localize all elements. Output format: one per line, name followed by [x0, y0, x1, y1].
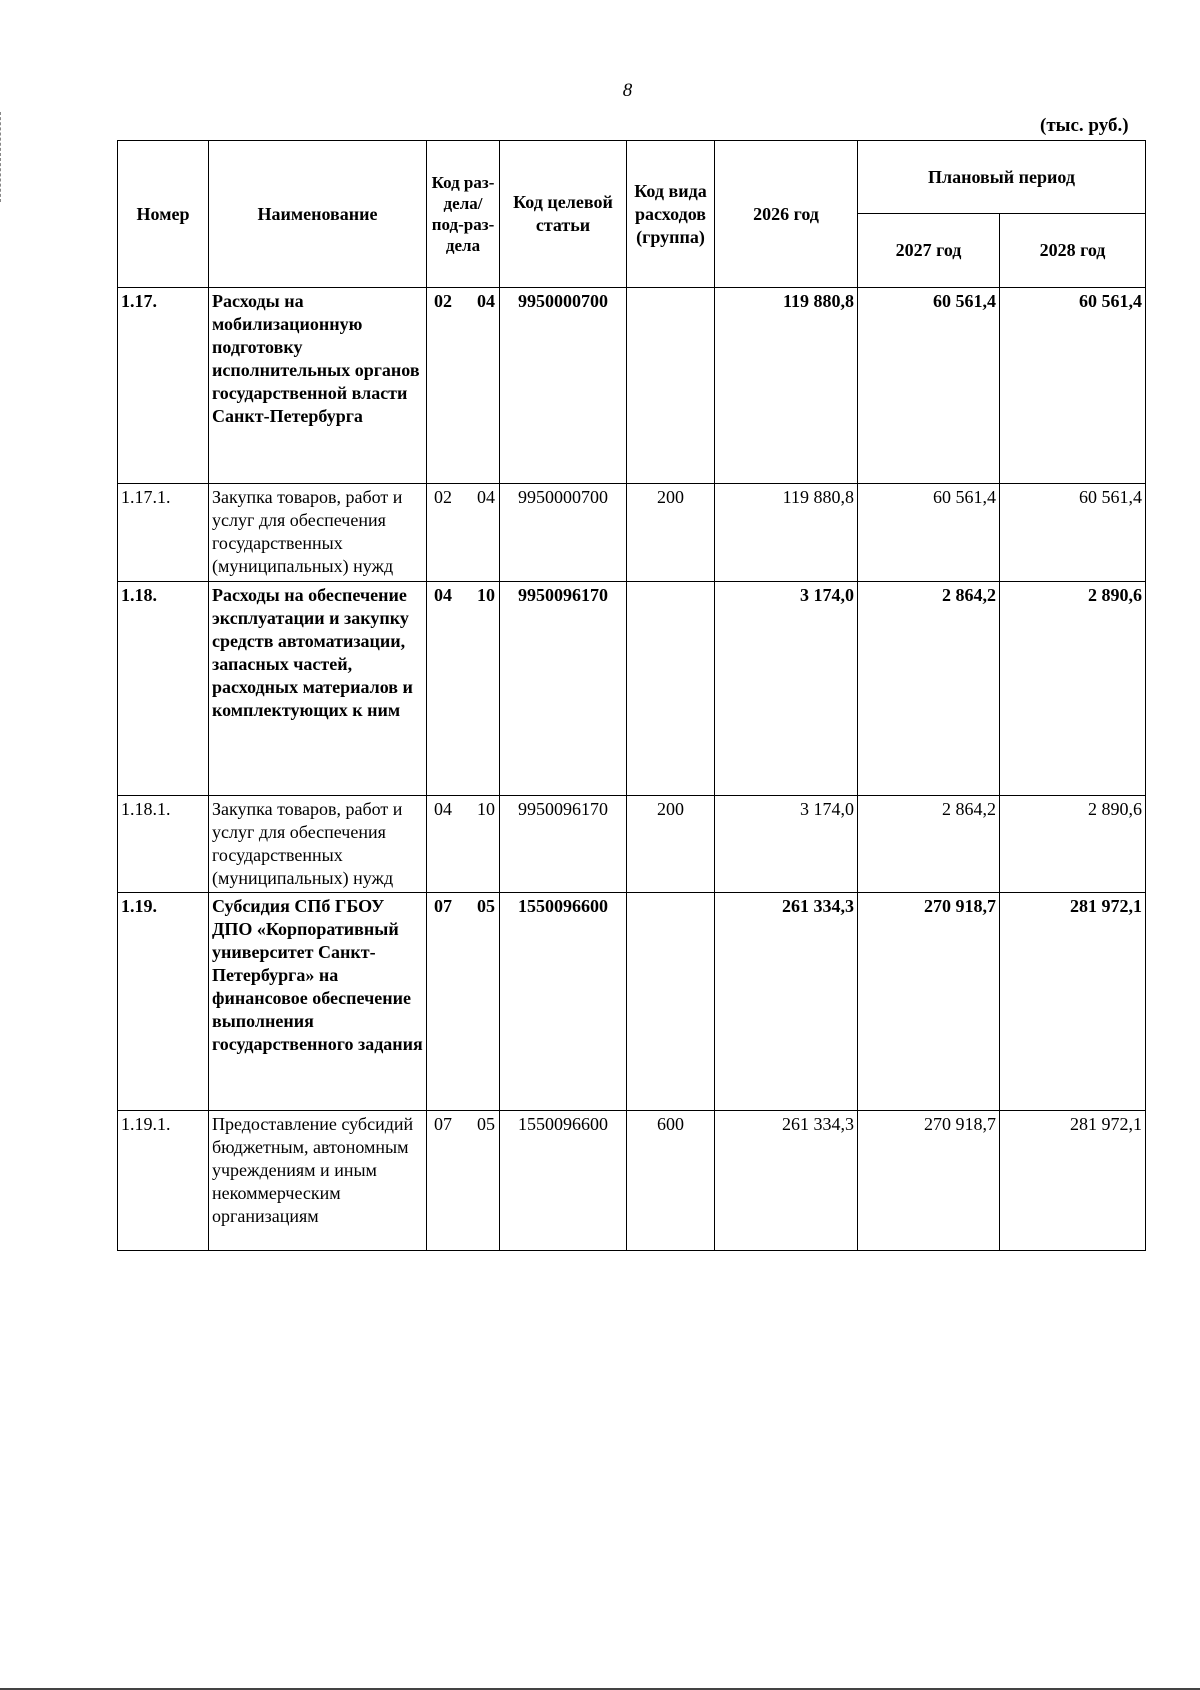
header-year-2027: 2027 год — [858, 214, 1000, 288]
row-section: 04 — [434, 585, 452, 605]
budget-table — [117, 140, 1146, 1251]
row-year-2028: 281 972,1 — [1000, 1111, 1146, 1251]
table-header — [118, 141, 1146, 288]
row-year-2027: 2 864,2 — [858, 796, 1000, 893]
row-target-code: 9950000700 — [500, 288, 627, 484]
row-expense-type — [627, 893, 715, 1111]
row-year-2026: 3 174,0 — [715, 582, 858, 796]
header-year-2028: 2028 год — [1000, 214, 1146, 288]
row-number: 1.19.1. — [118, 1111, 209, 1251]
row-year-2026: 261 334,3 — [715, 1111, 858, 1251]
row-number: 1.17.1. — [118, 484, 209, 582]
row-section-code — [427, 893, 500, 1111]
row-subsection: 10 — [477, 585, 495, 605]
table-row — [118, 288, 1146, 484]
row-section: 02 — [434, 487, 452, 507]
page-number: 8 — [622, 80, 633, 101]
header-plan-period: Плановый период — [858, 141, 1146, 214]
row-target-code: 9950000700 — [500, 484, 627, 582]
row-year-2028: 281 972,1 — [1000, 893, 1146, 1111]
row-name: Расходы на обеспечение эксплуатации и закупку средств автоматизации, запасных частей, расходных материалов и комплектующих к ним — [209, 582, 427, 796]
row-section-code — [427, 288, 500, 484]
row-number: 1.18.1. — [118, 796, 209, 893]
row-target-code: 9950096170 — [500, 582, 627, 796]
row-section: 04 — [434, 799, 452, 819]
row-year-2028: 2 890,6 — [1000, 796, 1146, 893]
scan-edge-mark — [0, 112, 4, 202]
row-expense-type: 200 — [627, 484, 715, 582]
table-row — [118, 893, 1146, 1111]
row-year-2026: 119 880,8 — [715, 288, 858, 484]
row-year-2026: 3 174,0 — [715, 796, 858, 893]
row-year-2026: 261 334,3 — [715, 893, 858, 1111]
table-row — [118, 796, 1146, 893]
table-body — [118, 288, 1146, 1251]
row-section-code — [427, 484, 500, 582]
row-target-code: 9950096170 — [500, 796, 627, 893]
row-year-2027: 270 918,7 — [858, 1111, 1000, 1251]
table-row — [118, 1111, 1146, 1251]
row-number: 1.17. — [118, 288, 209, 484]
row-section: 07 — [434, 896, 452, 916]
row-year-2027: 60 561,4 — [858, 288, 1000, 484]
header-year-2026: 2026 год — [715, 141, 858, 288]
row-year-2028: 60 561,4 — [1000, 484, 1146, 582]
header-target-code: Код целевой статьи — [500, 141, 627, 288]
row-expense-type — [627, 582, 715, 796]
table-row — [118, 582, 1146, 796]
units-label: (тыс. руб.) — [1040, 115, 1129, 136]
row-expense-type: 600 — [627, 1111, 715, 1251]
row-section-code — [427, 1111, 500, 1251]
row-name: Закупка товаров, работ и услуг для обеспечения государственных (муниципальных) нужд — [209, 796, 427, 893]
header-section-code: Код раз-дела/ под-раз-дела — [427, 141, 500, 288]
table-row — [118, 484, 1146, 582]
row-name: Предоставление субсидий бюджетным, автономным учреждениям и иным некоммерческим организациям — [209, 1111, 427, 1251]
row-year-2027: 2 864,2 — [858, 582, 1000, 796]
row-expense-type — [627, 288, 715, 484]
row-section-code — [427, 796, 500, 893]
row-name: Закупка товаров, работ и услуг для обеспечения государственных (муниципальных) нужд — [209, 484, 427, 582]
row-year-2026: 119 880,8 — [715, 484, 858, 582]
header-number: Номер — [118, 141, 209, 288]
row-number: 1.19. — [118, 893, 209, 1111]
row-name: Расходы на мобилизационную подготовку исполнительных органов государственной власти Санкт-Петербурга — [209, 288, 427, 484]
row-subsection: 05 — [477, 1114, 495, 1134]
row-name: Субсидия СПб ГБОУ ДПО «Корпоративный университет Санкт-Петербурга» на финансовое обеспечение выполнения государственного задания — [209, 893, 427, 1111]
row-subsection: 10 — [477, 799, 495, 819]
row-number: 1.18. — [118, 582, 209, 796]
row-year-2027: 270 918,7 — [858, 893, 1000, 1111]
header-expense-type-code: Код вида расходов (группа) — [627, 141, 715, 288]
row-section-code — [427, 582, 500, 796]
row-target-code: 1550096600 — [500, 1111, 627, 1251]
header-name: Наименование — [209, 141, 427, 288]
row-subsection: 05 — [477, 896, 495, 916]
row-target-code: 1550096600 — [500, 893, 627, 1111]
row-section: 02 — [434, 291, 452, 311]
row-year-2027: 60 561,4 — [858, 484, 1000, 582]
row-subsection: 04 — [477, 487, 495, 507]
row-year-2028: 2 890,6 — [1000, 582, 1146, 796]
row-expense-type: 200 — [627, 796, 715, 893]
row-year-2028: 60 561,4 — [1000, 288, 1146, 484]
row-subsection: 04 — [477, 291, 495, 311]
row-section: 07 — [434, 1114, 452, 1134]
